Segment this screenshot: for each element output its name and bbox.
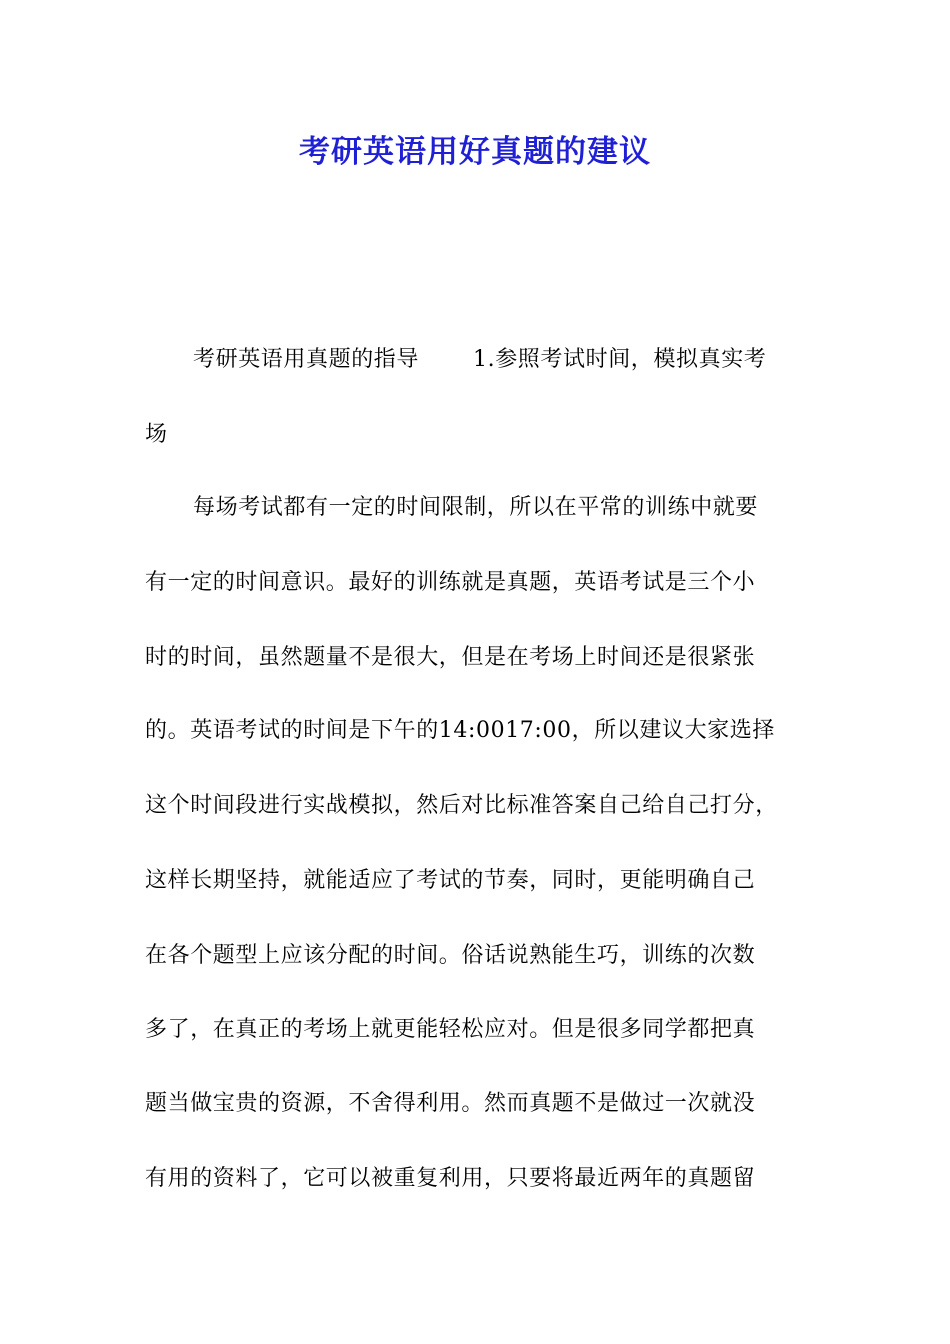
paragraph-line: 有用的资料了，它可以被重复利用，只要将最近两年的真题留	[145, 1166, 756, 1191]
paragraph-line: 每场考试都有一定的时间限制，所以在平常的训练中就要	[193, 495, 759, 520]
paragraph-line: 有一定的时间意识。最好的训练就是真题，英语考试是三个小	[145, 570, 756, 595]
document-title: 考研英语用好真题的建议	[299, 134, 651, 170]
paragraph-line: 场	[145, 422, 168, 447]
paragraph-line: 多了，在真正的考场上就更能轻松应对。但是很多同学都把真	[145, 1017, 756, 1042]
section-heading: 考研英语用真题的指导	[193, 347, 420, 372]
item-heading: 1.参照考试时间，模拟真实考	[473, 347, 767, 372]
paragraph-line: 时的时间，虽然题量不是很大，但是在考场上时间还是很紧张	[145, 645, 756, 670]
paragraph-line: 这样长期坚持，就能适应了考试的节奏，同时，更能明确自己	[145, 868, 756, 893]
paragraph-line: 这个时间段进行实战模拟，然后对比标准答案自己给自己打分，	[145, 793, 778, 818]
paragraph-line: 在各个题型上应该分配的时间。俗话说熟能生巧，训练的次数	[145, 943, 756, 968]
heading-line	[193, 345, 766, 375]
paragraph-line: 题当做宝贵的资源，不舍得利用。然而真题不是做过一次就没	[145, 1091, 756, 1116]
paragraph-line: 的。英语考试的时间是下午的14:0017:00，所以建议大家选择	[145, 718, 776, 743]
